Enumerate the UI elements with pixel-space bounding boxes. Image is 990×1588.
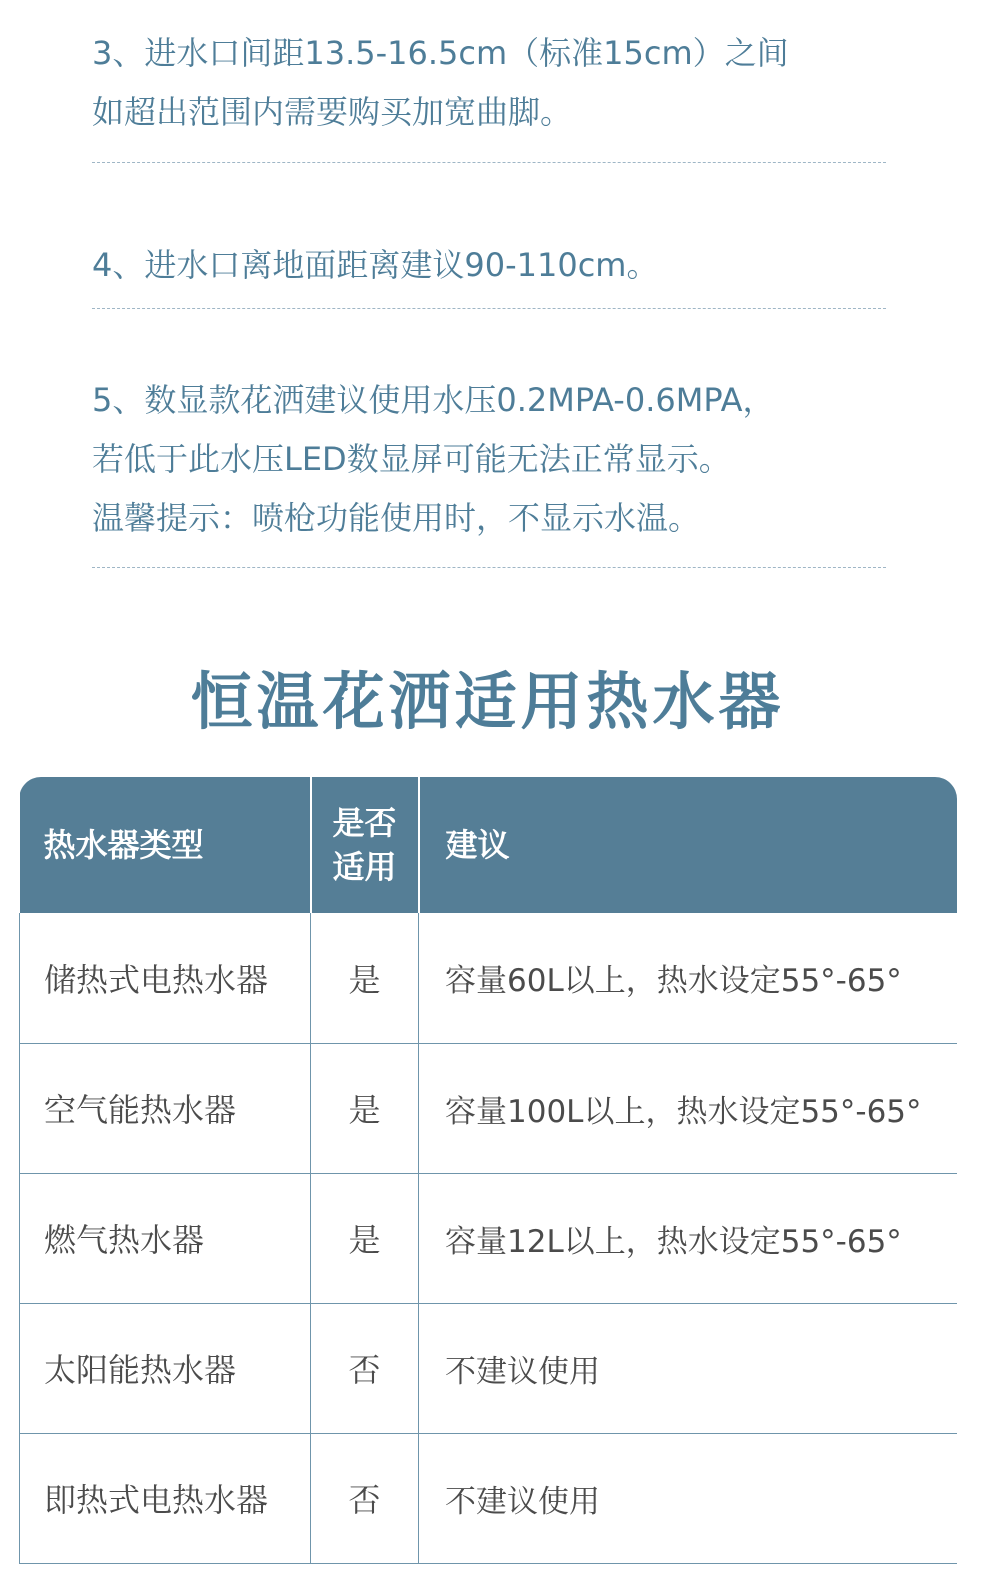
- section-title: 恒温花洒适用热水器: [190, 665, 785, 738]
- advice-cell: 容量60L以上，热水设定55°-65°: [419, 913, 958, 1043]
- note-line: 3、进水口间距13.5-16.5cm（标准15cm）之间: [92, 34, 789, 72]
- applicable-cell: 否: [311, 1433, 419, 1563]
- heater-type-cell: 空气能热水器: [20, 1043, 311, 1173]
- note-line: 4、进水口离地面距离建议90-110cm。: [92, 246, 659, 284]
- note-line: 若低于此水压LED数显屏可能无法正常显示。: [92, 440, 731, 478]
- table-header-row: [20, 777, 958, 913]
- applicable-cell: 否: [311, 1303, 419, 1433]
- installation-note-3: [92, 24, 892, 142]
- installation-note-4: [92, 236, 892, 295]
- header-applicable-line1: 是否: [332, 804, 397, 842]
- note-line: 5、数显款花洒建议使用水压0.2MPA-0.6MPA，: [92, 381, 775, 419]
- advice-cell: 不建议使用: [419, 1303, 958, 1433]
- dashed-divider: [92, 567, 886, 568]
- advice-cell: 不建议使用: [419, 1433, 958, 1563]
- table-row: [20, 1303, 958, 1433]
- dashed-divider: [92, 308, 886, 309]
- table-row: [20, 913, 958, 1043]
- heater-compatibility-table: [19, 777, 957, 1564]
- table-row: [20, 1433, 958, 1563]
- table-row: [20, 1043, 958, 1173]
- header-applicable: [311, 777, 419, 913]
- note-line: 温馨提示：喷枪功能使用时，不显示水温。: [92, 499, 701, 537]
- dashed-divider: [92, 162, 886, 163]
- table-row: [20, 1173, 958, 1303]
- applicable-cell: 是: [311, 1043, 419, 1173]
- header-advice: 建议: [419, 777, 958, 913]
- advice-cell: 容量12L以上，热水设定55°-65°: [419, 1173, 958, 1303]
- heater-type-cell: 储热式电热水器: [20, 913, 311, 1043]
- advice-cell: 容量100L以上，热水设定55°-65°: [419, 1043, 958, 1173]
- header-applicable-line2: 适用: [332, 848, 397, 886]
- note-line: 如超出范围内需要购买加宽曲脚。: [92, 93, 573, 131]
- applicable-cell: 是: [311, 913, 419, 1043]
- heater-type-cell: 太阳能热水器: [20, 1303, 311, 1433]
- heater-type-cell: 即热式电热水器: [20, 1433, 311, 1563]
- header-heater-type: 热水器类型: [20, 777, 311, 913]
- applicable-cell: 是: [311, 1173, 419, 1303]
- installation-note-5: [92, 371, 892, 548]
- heater-type-cell: 燃气热水器: [20, 1173, 311, 1303]
